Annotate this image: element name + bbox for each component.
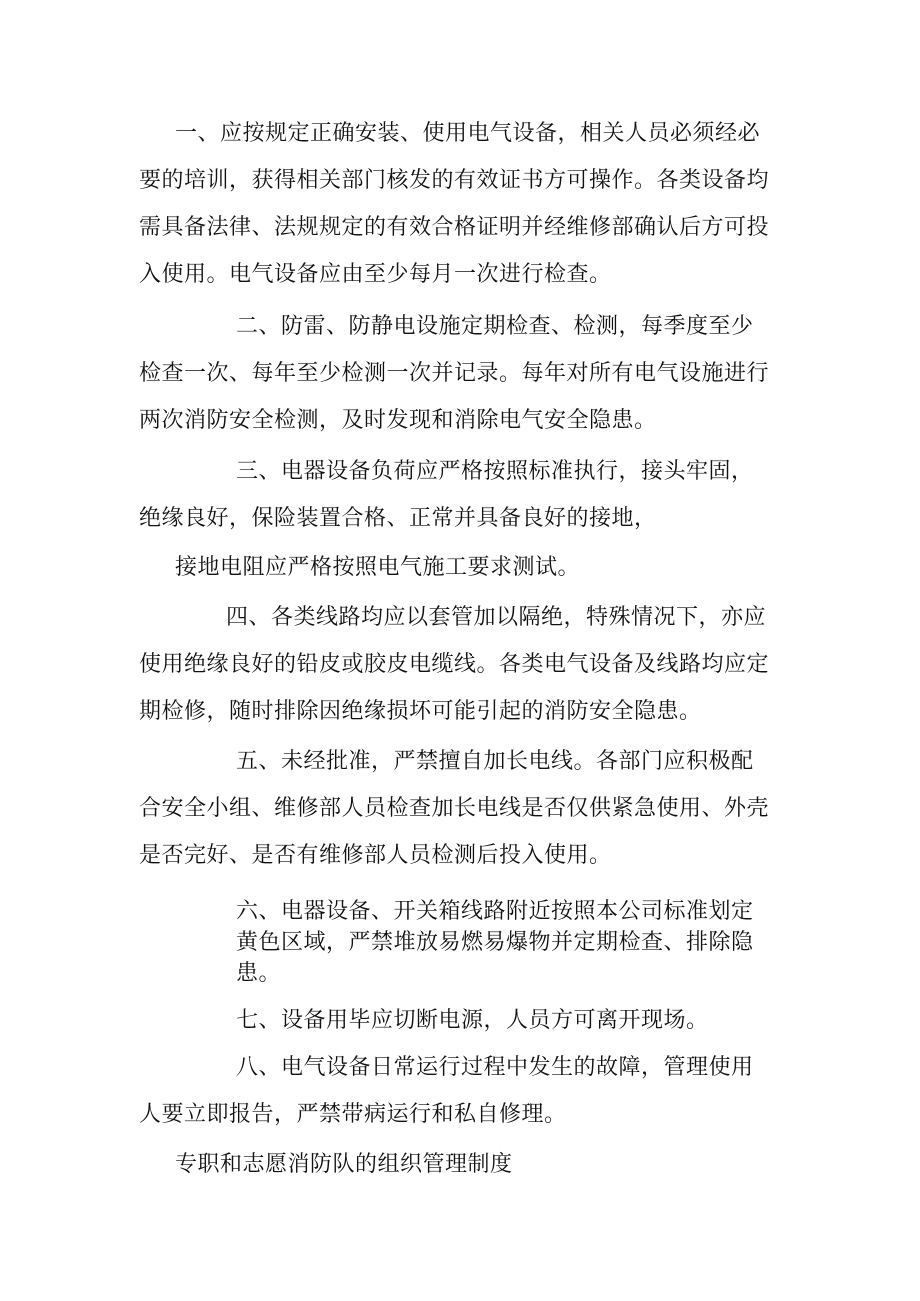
paragraph-3-line-2: 绝缘良好，保险装置合格、正常并具备良好的接地， xyxy=(139,506,657,531)
paragraph-1-line-4: 入使用。电气设备应由至少每月一次进行检查。 xyxy=(139,262,612,287)
paragraph-4-line-2: 使用绝缘良好的铅皮或胶皮电缆线。各类电气设备及线路均应定 xyxy=(139,652,770,677)
section-heading-line: 专职和志愿消防队的组织管理制度 xyxy=(175,1152,513,1177)
paragraph-1-line-3: 需具备法律、法规规定的有效合格证明并经维修部确认后方可投 xyxy=(139,215,770,240)
paragraph-2-line-3: 两次消防安全检测，及时发现和消除电气安全隐患。 xyxy=(139,408,657,433)
paragraph-2-line-2: 检查一次、每年至少检测一次并记录。每年对所有电气设施进行 xyxy=(139,361,770,386)
paragraph-8-line-2: 人要立即报告，严禁带病运行和私自修理。 xyxy=(139,1102,567,1127)
paragraph-1-line-1: 一、应按规定正确安装、使用电气设备，相关人员必须经必 xyxy=(175,121,761,146)
paragraph-8-line-1: 八、电气设备日常运行过程中发生的故障，管理使用 xyxy=(236,1055,754,1080)
paragraph-3-line-1: 三、电器设备负荷应严格按照标准执行，接头牢固， xyxy=(236,459,754,484)
paragraph-1-line-2: 要的培训，获得相关部门核发的有效证书方可操作。各类设备均 xyxy=(139,168,770,193)
paragraph-5-line-2: 合安全小组、维修部人员检查加长电线是否仅供紧急使用、外壳 xyxy=(139,796,770,821)
paragraph-3b-line-1: 接地电阻应严格按照电气施工要求测试。 xyxy=(175,555,581,580)
paragraph-6-line-1: 六、电器设备、开关箱线路附近按照本公司标准划定 xyxy=(236,899,754,924)
paragraph-7-line-1: 七、设备用毕应切断电源，人员方可离开现场。 xyxy=(236,1008,709,1033)
paragraph-4-line-3: 期检修，随时排除因绝缘损坏可能引起的消防安全隐患。 xyxy=(139,699,702,724)
paragraph-5-line-3: 是否完好、是否有维修部人员检测后投入使用。 xyxy=(139,843,612,868)
paragraph-6-line-2: 黄色区域，严禁堆放易燃易爆物并定期检查、排除隐 xyxy=(236,930,754,955)
paragraph-5-line-1: 五、未经批准，严禁擅自加长电线。各部门应积极配 xyxy=(236,749,754,774)
paragraph-6-line-3: 患。 xyxy=(236,961,282,986)
paragraph-4-line-1: 四、各类线路均应以套管加以隔绝，特殊情况下，亦应 xyxy=(226,605,767,630)
paragraph-2-line-1: 二、防雷、防静电设施定期检查、检测，每季度至少 xyxy=(236,314,754,339)
